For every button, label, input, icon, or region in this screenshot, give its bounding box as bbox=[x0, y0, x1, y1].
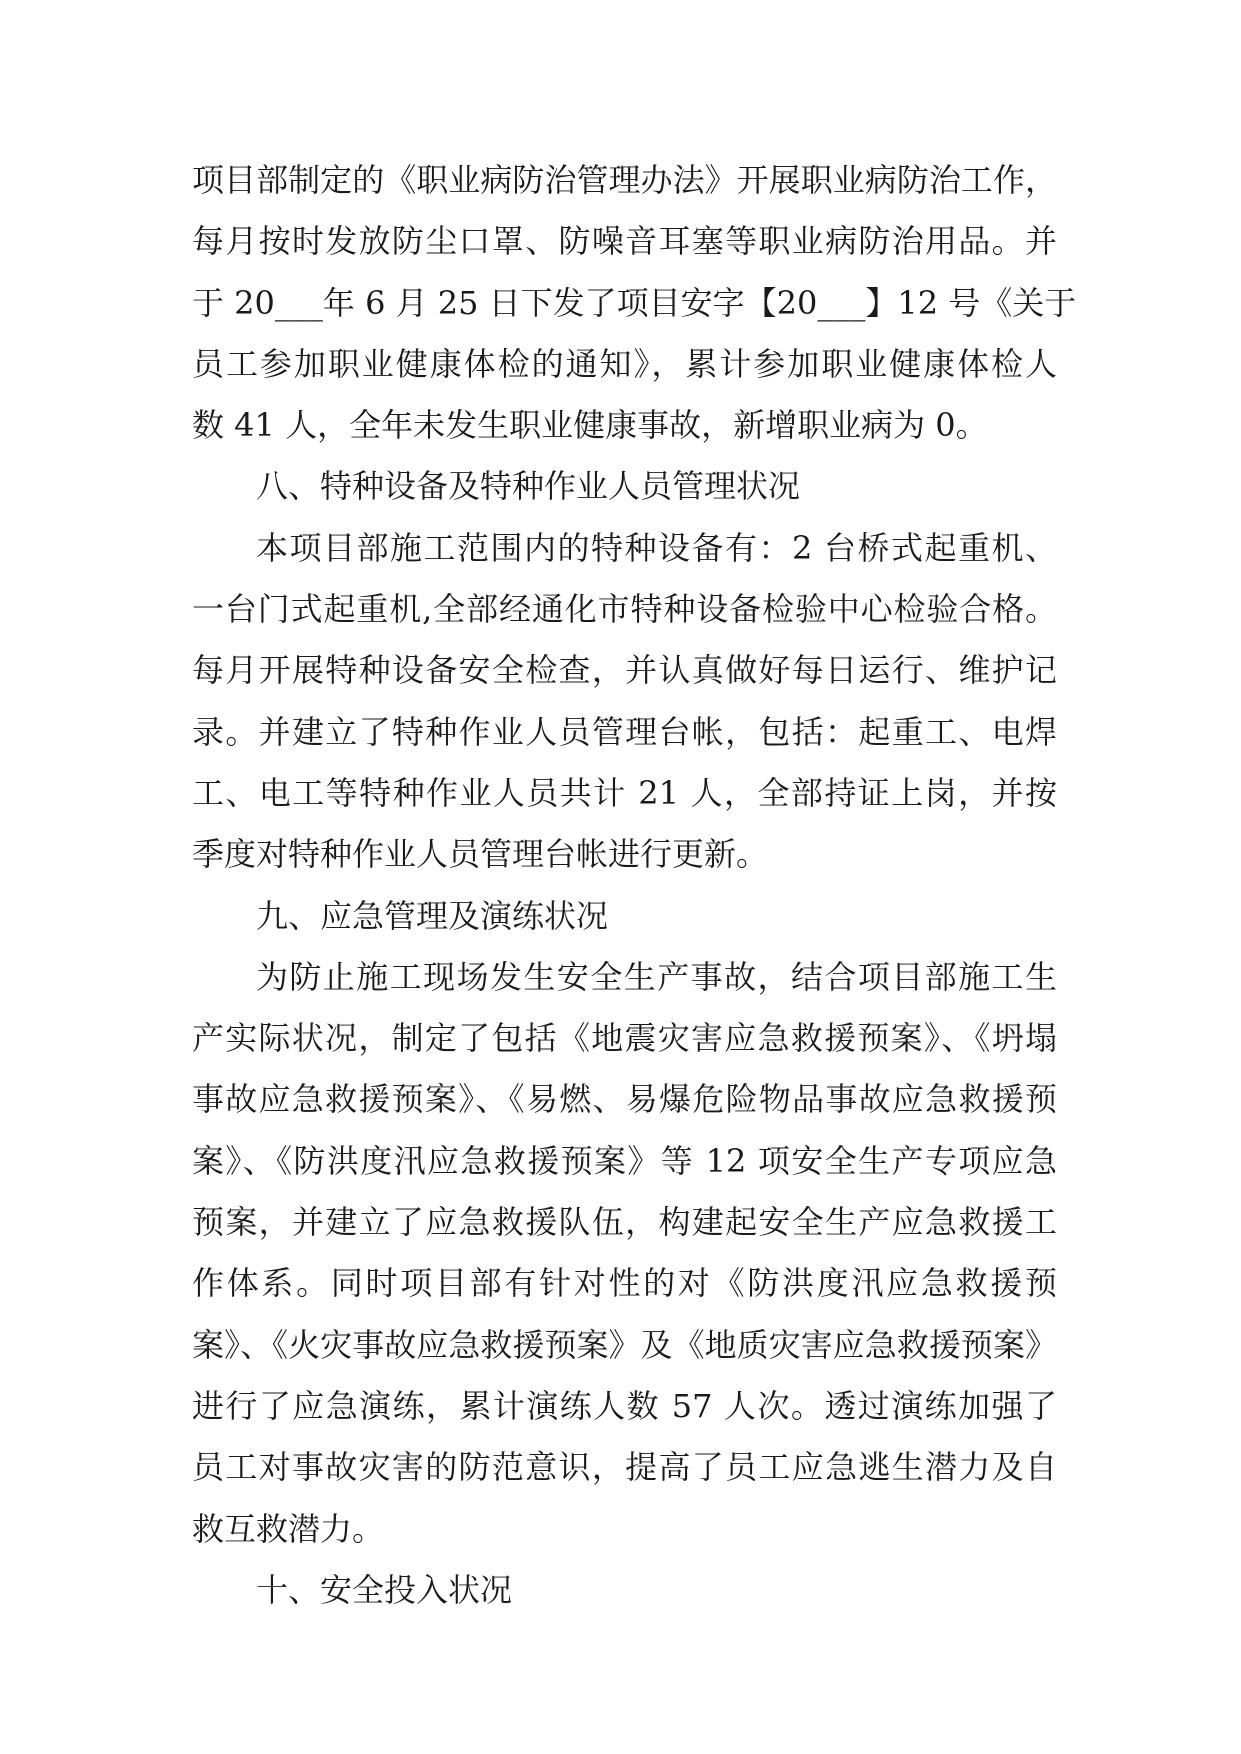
paragraph-line: 产实际状况，制定了包括《地震灾害应急救援预案》、《坍塌 bbox=[192, 1019, 1057, 1058]
paragraph-line: 案》、《火灾事故应急救援预案》及《地质灾害应急救援预案》 bbox=[192, 1325, 1057, 1364]
paragraph-line: 员工对事故灾害的防范意识，提高了员工应急逃生潜力及自 bbox=[192, 1448, 1057, 1487]
paragraph-line: 于 20___年 6 月 25 日下发了项目安字【20___】12 号《关于 bbox=[192, 283, 1077, 322]
paragraph-line: 项目部制定的《职业病防治管理办法》开展职业病防治工作， bbox=[192, 161, 1057, 199]
paragraph-line: 预案，并建立了应急救援队伍，构建起安全生产应急救援工 bbox=[192, 1203, 1057, 1242]
paragraph-line: 每月按时发放防尘口罩、防噪音耳塞等职业病防治用品。并 bbox=[192, 222, 1057, 261]
paragraph-line: 本项目部施工范围内的特种设备有：2 台桥式起重机、 bbox=[256, 528, 1057, 567]
paragraph-line: 录。并建立了特种作业人员管理台帐，包括：起重工、电焊 bbox=[192, 712, 1057, 751]
paragraph-line: 救互救潜力。 bbox=[192, 1509, 385, 1548]
paragraph-line: 季度对特种作业人员管理台帐进行更新。 bbox=[192, 835, 769, 874]
section-heading: 九、应急管理及演练状况 bbox=[256, 896, 609, 935]
section-heading: 十、安全投入状况 bbox=[256, 1570, 513, 1609]
document-page bbox=[192, 150, 1077, 1621]
paragraph-line: 数 41 人，全年未发生职业健康事故，新增职业病为 0。 bbox=[192, 406, 988, 445]
paragraph-line: 作体系。同时项目部有针对性的对《防洪度汛应急救援预 bbox=[192, 1264, 1057, 1303]
paragraph-line: 员工参加职业健康体检的通知》，累计参加职业健康体检人 bbox=[192, 344, 1057, 383]
paragraph-line: 案》、《防洪度汛应急救援预案》等 12 项安全生产专项应急 bbox=[192, 1141, 1057, 1180]
paragraph-line: 每月开展特种设备安全检查，并认真做好每日运行、维护记 bbox=[192, 651, 1057, 690]
section-heading: 八、特种设备及特种作业人员管理状况 bbox=[256, 467, 801, 506]
paragraph-line: 事故应急救援预案》、《易燃、易爆危险物品事故应急救援预 bbox=[192, 1080, 1057, 1119]
paragraph-line: 工、电工等特种作业人员共计 21 人，全部持证上岗，并按 bbox=[192, 773, 1057, 812]
paragraph-line: 一台门式起重机,全部经通化市特种设备检验中心检验合格。 bbox=[192, 590, 1057, 629]
paragraph-line: 为防止施工现场发生安全生产事故，结合项目部施工生 bbox=[256, 957, 1057, 996]
paragraph-line: 进行了应急演练，累计演练人数 57 人次。透过演练加强了 bbox=[192, 1386, 1057, 1425]
